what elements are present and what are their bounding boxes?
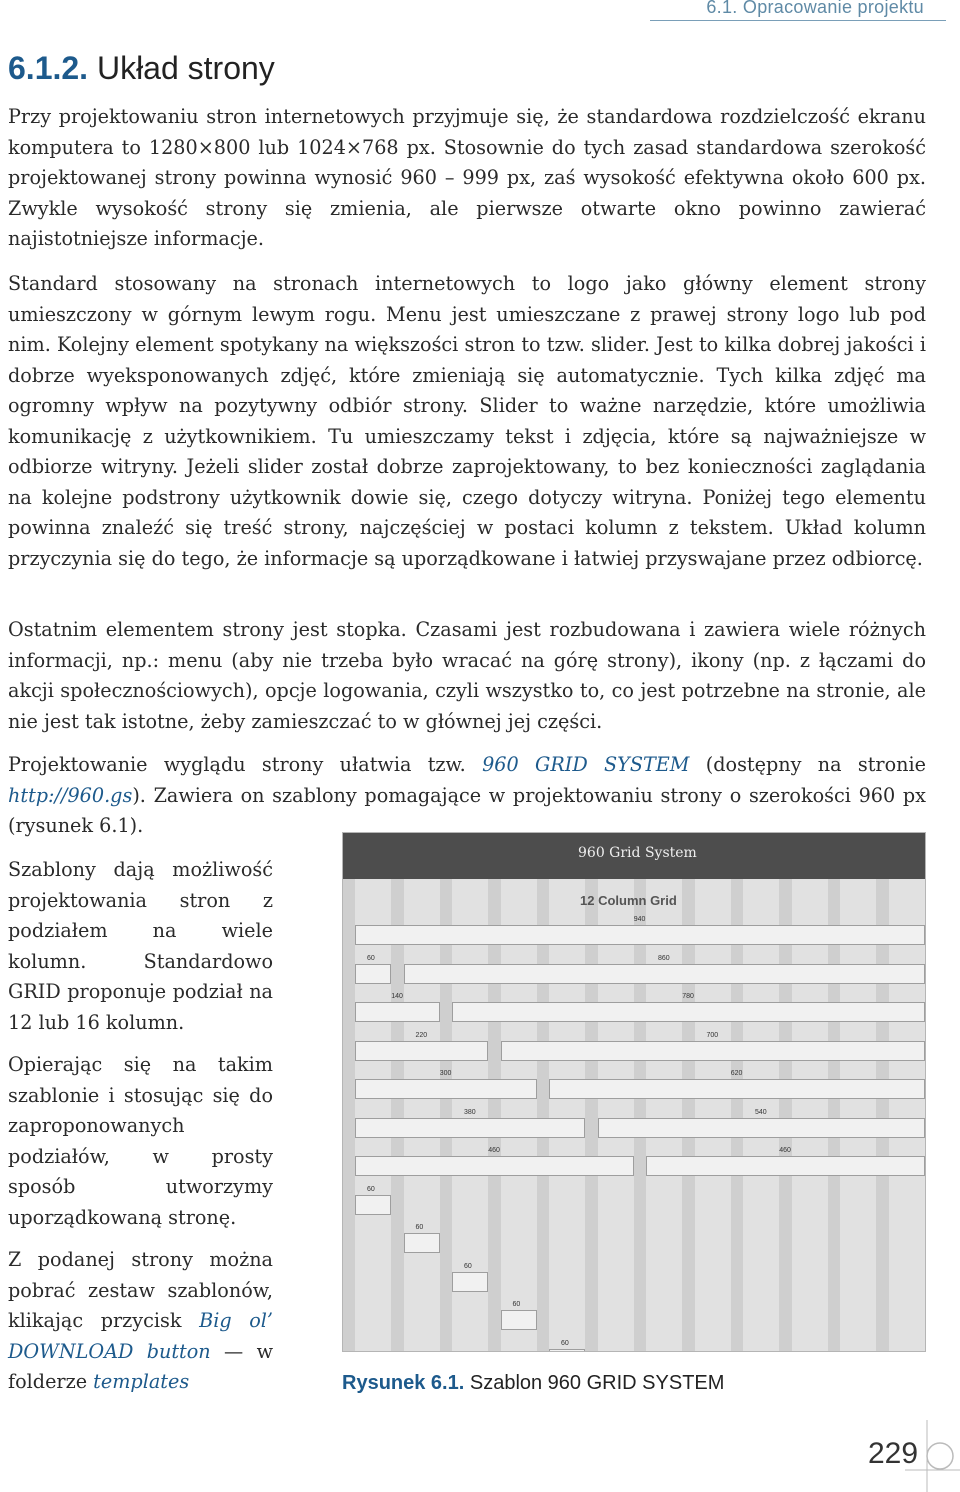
grid-block: [355, 1079, 537, 1099]
figure-bar-title: 960 Grid System: [578, 845, 697, 861]
grid-block-label: 620: [730, 1070, 743, 1077]
grid-block-label: 60: [367, 954, 375, 962]
grid-block: [452, 1272, 488, 1292]
grid-block-label: 860: [658, 954, 670, 962]
running-header: 6.1. Opracowanie projektu: [706, 0, 924, 17]
p4-text-after: ). Zawiera on szablony pomagające w projektowaniu strony o szerokości 960 px (rysunek 6.1).: [8, 783, 926, 837]
grid-column-stripe: [695, 879, 731, 1351]
grid-block: [355, 925, 925, 945]
grid-block-label: 540: [755, 1108, 767, 1116]
sidebar-paragraph-templates: Szablony dają możliwość projektowania stron z podziałem na wiele kolumn. Standardowo GRID proponuje podział na 12 lub 16 kolumn.: [8, 858, 273, 1034]
grid-block-label: 380: [464, 1108, 476, 1116]
grid-column-stripe: [646, 879, 682, 1351]
grid-column-stripe: [501, 879, 537, 1351]
caption-text: Szablon 960 GRID SYSTEM: [464, 1372, 725, 1394]
grid-block: [355, 1041, 488, 1061]
grid-block: [355, 964, 391, 984]
download-button-name: Big ol’ DOWNLOAD button: [8, 1309, 274, 1363]
section-heading: [8, 50, 275, 87]
figure-title-bar: [343, 833, 925, 879]
paragraph-grid-system: [8, 750, 926, 842]
paragraph-footer: Ostatnim elementem strony jest stopka. Czasami jest rozbudowana i zawiera wiele różnych informacji, np.: menu (aby nie trzeba było wracać na górę strony), ikony (np. z łączami do akcji społecznościowych), opcje logowania, czyli wszystko to, co jest potrzebne na stronie, ale nie jest tak istotne, żeby zamieszczać to w głównej jej części.: [8, 618, 926, 733]
p4-text-mid: (dostępny na stronie: [689, 753, 926, 776]
sidebar-paragraph-download: [8, 1245, 273, 1398]
grid-system-link[interactable]: http://960.gs: [8, 783, 133, 807]
grid-block: [501, 1310, 537, 1330]
grid-block: [355, 1195, 391, 1215]
grid-column-stripe: [598, 879, 634, 1351]
sidebar-paragraph-usage: Opierając się na takim szablonie i stosując się do zaproponowanych podziałów, w prosty sposób utworzymy uporządkowaną stronę.: [8, 1053, 273, 1229]
grid-columns-background: [349, 879, 919, 1351]
grid-block-label: 60: [415, 1224, 424, 1231]
templates-folder-name: templates: [93, 1370, 190, 1394]
grid-block-label: 140: [391, 993, 403, 1000]
grid-block-label: 460: [488, 1147, 500, 1154]
section-number: 6.1.2.: [8, 50, 89, 86]
grid-block: [452, 1002, 925, 1022]
p4-text-before: Projektowanie wyglądu strony ułatwia tzw.: [8, 753, 483, 776]
page-number: 229: [868, 1437, 919, 1470]
figure-960-grid: [342, 832, 926, 1352]
grid-block: [355, 1002, 440, 1022]
grid-block-label: 60: [561, 1339, 569, 1347]
grid-block-label: 300: [439, 1070, 452, 1077]
caption-label: Rysunek 6.1.: [342, 1372, 465, 1394]
grid-block-label: 60: [512, 1301, 521, 1308]
paragraph-resolution: Przy projektowaniu stron internetowych przyjmuje się, że standardowa rozdzielczość ekranu komputera to 1280×800 lub 1024×768 px. Stosownie do tych zasad standardowa szerokość projektowanej strony powinna wynosić 960 – 999 px, zaś wysokość efektywna około 600 px. Zwykle wysokość strony się zmienia, ale pierwsze otwarte okno powinno zawierać najistotniejsze informacje.: [8, 105, 926, 250]
grid-block-label: 460: [779, 1147, 791, 1154]
header-rule: [650, 20, 946, 21]
grid-column-stripe: [549, 879, 585, 1351]
grid-block: [404, 1233, 440, 1253]
grid-block-label: 700: [706, 1031, 719, 1039]
grid-block-label: 60: [367, 1185, 375, 1193]
grid-block: [501, 1041, 925, 1061]
grid-block-label: 60: [464, 1262, 472, 1270]
section-title: Układ strony: [96, 50, 275, 86]
figure-subtitle: 12 Column Grid: [580, 893, 677, 908]
grid-column-stripe: [792, 879, 828, 1351]
grid-block: [646, 1156, 925, 1176]
grid-block-label: 220: [415, 1031, 428, 1039]
grid-block: [355, 1156, 634, 1176]
grid-column-stripe: [889, 879, 925, 1351]
paragraph-layout-standard: Standard stosowany na stronach internetowych to logo jako główny element strony umieszczony w górnym lewym rogu. Menu jest umieszczane z prawej strony logo lub pod nim. Kolejny element spotykany na większości stron to tzw. slider. Jest to kilka dobrej jakości i dobrze wyeksponowanych zdjęć, które zmieniają się automatycznie. Tych kilka zdjęć ma ogromny wpływ na pozytywny odbiór strony. Slider to ważne narzędzie, które umożliwia komunikację z użytkownikiem. Tu umieszczamy tekst i zdjęcia, które są najważniejsze w odbiorze witryny. Jeżeli slider został dobrze zaprojektowany, to bez konieczności zaglądania na kolejne podstrony użytkownik dowie się, czego dotyczy witryna. Poniżej tego elementu powinna znaleźć się treść strony, najczęściej w postaci kolumn z tekstem. Układ kolumn przyczynia się do tego, że informacje są uporządkowane i łatwiej przyswajane przez odbiorcę.: [8, 272, 926, 570]
grid-column-stripe: [404, 879, 440, 1351]
grid-column-stripe: [355, 879, 391, 1351]
grid-block: [355, 1118, 585, 1138]
s3-text-mid: — w folderze: [8, 1339, 273, 1394]
grid-block: [549, 1349, 585, 1353]
grid-system-name: 960 GRID SYSTEM: [482, 753, 690, 776]
grid-block-label: 940: [633, 916, 646, 923]
grid-block: [404, 964, 925, 984]
figure-caption: [342, 1372, 724, 1395]
grid-column-stripe: [840, 879, 876, 1351]
s3-text-before: Z podanej strony można pobrać zestaw szablonów, klikając przycisk: [8, 1248, 273, 1333]
grid-block-label: 780: [682, 993, 694, 1000]
page-corner-decoration: [905, 1420, 960, 1492]
grid-block: [598, 1118, 925, 1138]
grid-block: [549, 1079, 925, 1099]
